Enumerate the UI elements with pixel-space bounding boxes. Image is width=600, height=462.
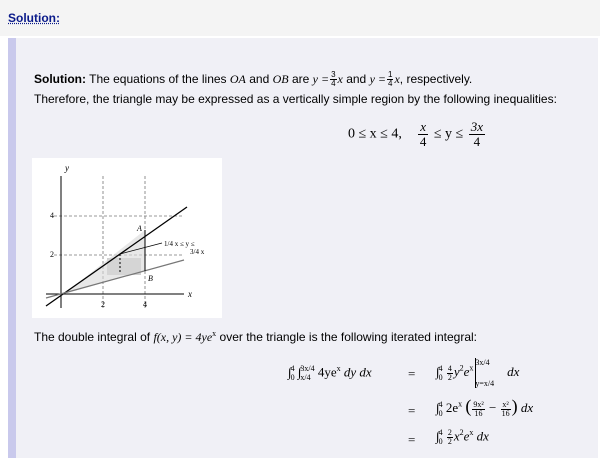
- region-plot-svg: [32, 158, 222, 318]
- sentence-end: , respectively.: [399, 72, 473, 86]
- point-a-label: A: [137, 224, 142, 233]
- ineq-lower-fraction: $\frac{x}{4}$: [419, 119, 427, 149]
- integral-intro: [34, 329, 477, 345]
- integral-step-1: ∫ 4 0 $\frac{4}{2}$ $y^2e^x$ 3x/4 y=x/4 dx: [436, 358, 520, 388]
- solution-header: [0, 0, 600, 36]
- point-b-label: B: [148, 274, 153, 283]
- triangle-region-figure: [32, 158, 222, 318]
- sentence-text: The equations of the lines: [89, 72, 227, 86]
- solution-toggle-link[interactable]: Solution:: [8, 11, 60, 25]
- eq1-fraction: $\frac{3}{4}$: [331, 70, 336, 89]
- eq2-lhs: y =: [369, 72, 387, 86]
- integral-step-3: ∫ 4 0 $\frac{2}{2}$ $x^2e^x$ dx: [436, 427, 489, 447]
- line-ob: OB: [272, 72, 289, 86]
- intro-text-a: The double integral of: [34, 330, 151, 344]
- solution-label: Solution:: [34, 72, 86, 86]
- x-axis-label: x: [188, 289, 192, 299]
- y-tick-2: 2: [50, 250, 54, 259]
- eq-sign-2: =: [408, 403, 416, 418]
- and-word: and: [249, 72, 270, 86]
- ineq-upper-fraction: $\frac{3x}{4}$: [470, 119, 484, 149]
- integral-step-2: ∫ 4 0 $2e^x$ ( $\frac{\text{9x²}}{16}$ − $\frac{\text{x²}}{16}$ ) dx: [436, 396, 534, 419]
- function-expr: f(x, y) = 4ye: [153, 330, 213, 344]
- ineq-x-range: 0 ≤ x ≤ 4,: [348, 126, 402, 142]
- inequalities: [348, 120, 487, 149]
- eq1-var: x: [337, 72, 343, 86]
- region-label-left: 1/4 x ≤ y ≤: [164, 240, 195, 248]
- are-word: are: [291, 72, 310, 86]
- eq-sign-3: =: [408, 432, 416, 447]
- integral-lhs: ∫ 4 0 ∫ 3x/4 x/4 $4ye^x$ dy dx: [288, 364, 372, 383]
- solution-paragraph-1: [34, 71, 472, 88]
- eq2-fraction: $\frac{1}{4}$: [388, 70, 393, 89]
- x-tick-4: 4: [143, 300, 147, 309]
- eq1-lhs: y =: [312, 72, 330, 86]
- y-axis-label: y: [65, 163, 69, 173]
- solution-panel: [8, 38, 598, 458]
- intro-text-b: over the triangle is the following iterated integral:: [219, 330, 477, 344]
- y-tick-4: 4: [50, 211, 54, 220]
- line-oa: OA: [229, 72, 246, 86]
- and-word-2: and: [346, 72, 367, 86]
- region-label-right: 3/4 x: [190, 248, 205, 256]
- ineq-mid: ≤ y ≤: [433, 126, 464, 142]
- x-tick-2: 2: [101, 300, 105, 309]
- line-oa: [46, 207, 187, 306]
- solution-paragraph-2: Therefore, the triangle may be expressed as a vertically simple region by the following inequalities:: [34, 92, 557, 106]
- eq-sign-1: =: [408, 366, 416, 381]
- eq2-var: x: [394, 72, 400, 86]
- function-exp: x: [212, 329, 217, 338]
